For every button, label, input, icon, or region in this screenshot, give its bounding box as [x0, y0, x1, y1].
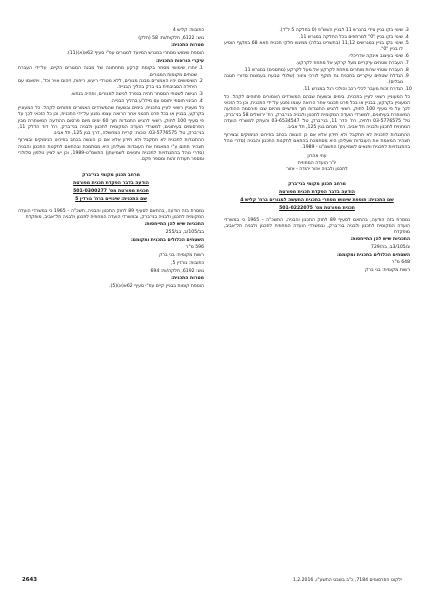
goals-text: הוספת קומות בבניין קיים עפ"י סעיף 62א(א)(5). — [109, 283, 204, 289]
goals-heading: מטרות התכנית: — [171, 276, 204, 282]
list-item: 9. הגדלת שטחים עיקריים בתכנית גת תוקף לורכי צינור (שלולי טבעת בעמצות סדורי תגונה גובלים). — [224, 74, 403, 86]
area-size: 648 מ"ר — [391, 260, 410, 266]
list-item: 3. שינוי בקו בניין צידי בהגרש 11 לבניין השש"פ (0 בחלקה 5 ל"ד). — [224, 28, 403, 34]
notice-district: מרחב תכנון מקומי בני־ברק — [288, 182, 346, 188]
local-authority: רשות מקומית: בני ברק — [159, 253, 204, 259]
notice-intro: נמסרת בזה הודעה, בהתאם לסעיף 89 לחוק התכנון והבניה, התשכ"ה – 1965 כי במשרדי הועדה המקומית לתכנון ולבניה בני־ברק, ובמשרדי הועדה המחוזית לתכנון ולבניה תל־אביב, מופקדת — [224, 217, 410, 235]
list-item: 4. הבינוי תוספי יתוסס עם מילו"ע בהליך הבנייה. — [18, 99, 197, 105]
objection-paragraph: כל מעוניין רשאי לעיין בתכנית, בימים ובשעות שהמשרדים האמורים פתוחים לקהל. כל המעוניין בקרקע, בבניין או בכל פרט תכנוני אחר הרואה עצמו נפגע על־ידי התכנית, וכן כל הזכאי לכך על פי סעיף 100 לחוק, רשאי להגיש התנגדות תוך 60 ימים מיום פרסום ההודעה המאוחרת מבין הפרסומים בעיתונים, למשרדי הועדה המקומית לתכנון ולבניה בני־ברק, רח' דוד הדלק 11, בני־ברק, טל' 03-5776575. כוכוח: קריית המחשלה, דרך בגין 125, תל אביב. — [18, 106, 204, 136]
notice-block — [224, 182, 410, 274]
amendment-list — [224, 28, 410, 93]
related-plans-heading: התכניות שיש להן התייחסות: — [350, 237, 410, 243]
plan-name: שם התכנית: תוספת שימוש מסחרי בתכנית התעשה למגורים ברח' קליש 4 — [240, 197, 394, 203]
left-column — [18, 28, 204, 292]
list-item: 1. יותרו שימושי מסחר בקומת קרקע מתחתונה של מבנה המגורים הקיים, על־ידי העברת שטחים מקומות המגורים. — [18, 66, 197, 78]
publication-title: ילקוט הפרסומים 7184, כ"ב בשבט התשע"ו, 1.2.2016 — [292, 578, 402, 583]
list-item: 6. שינוי בעיצוב אינקה אדריכלי. — [224, 54, 403, 60]
objection-paragraph: כל המעוניין רשאי לעיין בתכנית, בימים ובשעות שבהם המשרדים האמורים פתוחים לקהל. כל המעוניין בקרקע, בבניין או בכל פרט תכנוני אחר הרואה עצמו נפגע על־ידי התכנית, וכן כל הזכאי לכך על פי סעיף 100 לחוק, רשאי להגיש התנגדות תוך חודשיים מהיום שבו פורסמה ההודעה המאוחרת בעיתונים, למשרדי הועדה המקומית לתכנון ולבניה בני־ברק, רח' ירושלים 58 בני־ברק, טל' 03-5776575 ולתיה, רח' הדר 11, בני־ברק, טל' 03-6534547 והעתק למשרדי הועדה המחוזית לתכנון ולבניה תל אביב, רח' מנחם בגין 125, תל אביב. — [224, 94, 411, 131]
notice-title: הודעה בדבר הפקדת תכנית מפורטת — [73, 181, 149, 187]
provisions-list — [18, 66, 204, 104]
area-size: 596 מ"ר — [185, 245, 204, 251]
main-provisions-heading: עיקרי הוראות התכנית: — [156, 58, 204, 64]
list-item: 7. העברת שטחים עיקריים מעל קרקע אל מתחת לקרקע. — [224, 61, 403, 67]
page-number: 2643 — [22, 577, 38, 583]
list-item: 4. שינוי בקו בניין "0" למרתפים בכל החלקה במגרש 11. — [224, 35, 403, 41]
notice-intro: נמסרת בזה הודעה, בהתאם לסעיף 89 לחוק התכנון והבניה, תשכ"ה – 1965 כי במשרדי הועדה המקומית לתכנון ולבניה בני־ברק, ובמשרדי הועדה המחוזית לתכנון ולבניה תל־אביב, מופקדת — [18, 208, 204, 220]
related-plans: צ/3/105ב, בה/729 — [370, 245, 410, 251]
notice-block — [18, 173, 204, 290]
signatory-role: יו"ר הועדה המחוזית — [297, 160, 337, 166]
list-item: 3. הגישה לשטחי המסחר תהיה בנפרד לגישה למגורים, ותהיה בנחש. — [18, 92, 197, 98]
signature-block — [224, 154, 410, 173]
list-item: 2. השימושים יהיו האמורים מבנה מגורים, ללא מטרדי ריעש, ריחות, זיהום אויר וכד', ויתואמו עם היחידה הסביבתית בני ברק בהליך הבנייה. — [18, 79, 197, 91]
right-column — [224, 28, 410, 276]
block-parcel-line: גוש: 6192, חלקה/ות: 694 — [150, 268, 204, 274]
related-plans: בב/105/ב, בב/255 — [165, 230, 204, 236]
signatory-committee: לתכנון ולבניה אזור יהודה - אזור — [286, 166, 348, 172]
objection-conditions-paragraph: ההתנגדות לתכנית לא תתקבל ולא תידון אלא אם כן הוגשה בכתב בפירוט הנימוקים ובצירוף תצהיר חתום ע"י המאמת את העובדות שעליהן היא מסתמכת ובהתאם לתקנות התכנון והבניה (סדרי נוהל בהתנגדויות לתכנית ותנאים לשמיעתן) התשמ"ט-1989, וכן יש לציין טלפון סלולרי ומספר תעודת זהות ומספר פקס. — [18, 138, 204, 162]
plan-number: תכנית מפורטת מס' 501-0300277 — [73, 189, 149, 194]
notice-title: הודעה בדבר הפקדת תכנית מפורטת — [279, 190, 355, 196]
goals-heading: מטרות התכנית: — [171, 43, 204, 49]
related-plans-heading: התכניות שיש להן התייחסות: — [144, 222, 204, 228]
address-line: כתובות: קליש 4 — [172, 28, 204, 33]
gazette-page — [18, 28, 410, 573]
signatory-name: עוזי אהרון — [307, 154, 327, 160]
list-item: 8. העברת שטחי שרות מותרים מתחת לקרקע אל מעל לקרקע (מחסנים) במגרש 11. — [224, 68, 403, 74]
list-item: 5. שינוי בקו בניין במגרשים 11,12 (בתשריט גבלה) ממיגש חלקי תכנית תאא 68 בתקוף הוסיע לו בניין "0". — [224, 41, 403, 53]
plan-number: תכנית מפורטת מס' 501-0222075 — [279, 205, 355, 211]
notice-district: מרחב תכנון מקומי בני־ברק — [82, 173, 140, 179]
block-parcel-line: גוש: 6122, חלקות/ות: 58 (חלק) — [138, 35, 204, 41]
areas-heading: השטחים הכלולים בתכנית ומקומם: — [336, 252, 410, 258]
plan-name: שם התכנית: שינויים ברח' גורדין 5 — [75, 196, 147, 202]
goals-text: הוספת שימוש מסחרי במגרש המיועד למגורים עפ"י סעיף 62א(א)(11). — [66, 51, 204, 57]
areas-heading: השטחים הכלולים בתכנית ומקומם: — [130, 237, 204, 243]
list-item: 10. הגדרת זכות מעבר לכלי רכב והולכי רגל במגרש 11. — [224, 87, 403, 93]
local-authority: רשות מקומית: בני ברק — [365, 268, 410, 274]
address-line: כתובות: גורדין 5, — [170, 260, 204, 266]
objection-conditions-paragraph: ההתנגדות לתכנית לא תתקבל ולא תידון אלא אם כן הוגשה בכתב בפירוט הנימוקים ובצירוף תצהיר המאמת את העובדות שעליהן היא מסתמכת בהתאם לתקנות התכנון והבניה (סדרי נוהל בהתנגדויות לתכנית ותנאים לשמיעתן) התשמ"ט - 1989. — [224, 132, 410, 151]
